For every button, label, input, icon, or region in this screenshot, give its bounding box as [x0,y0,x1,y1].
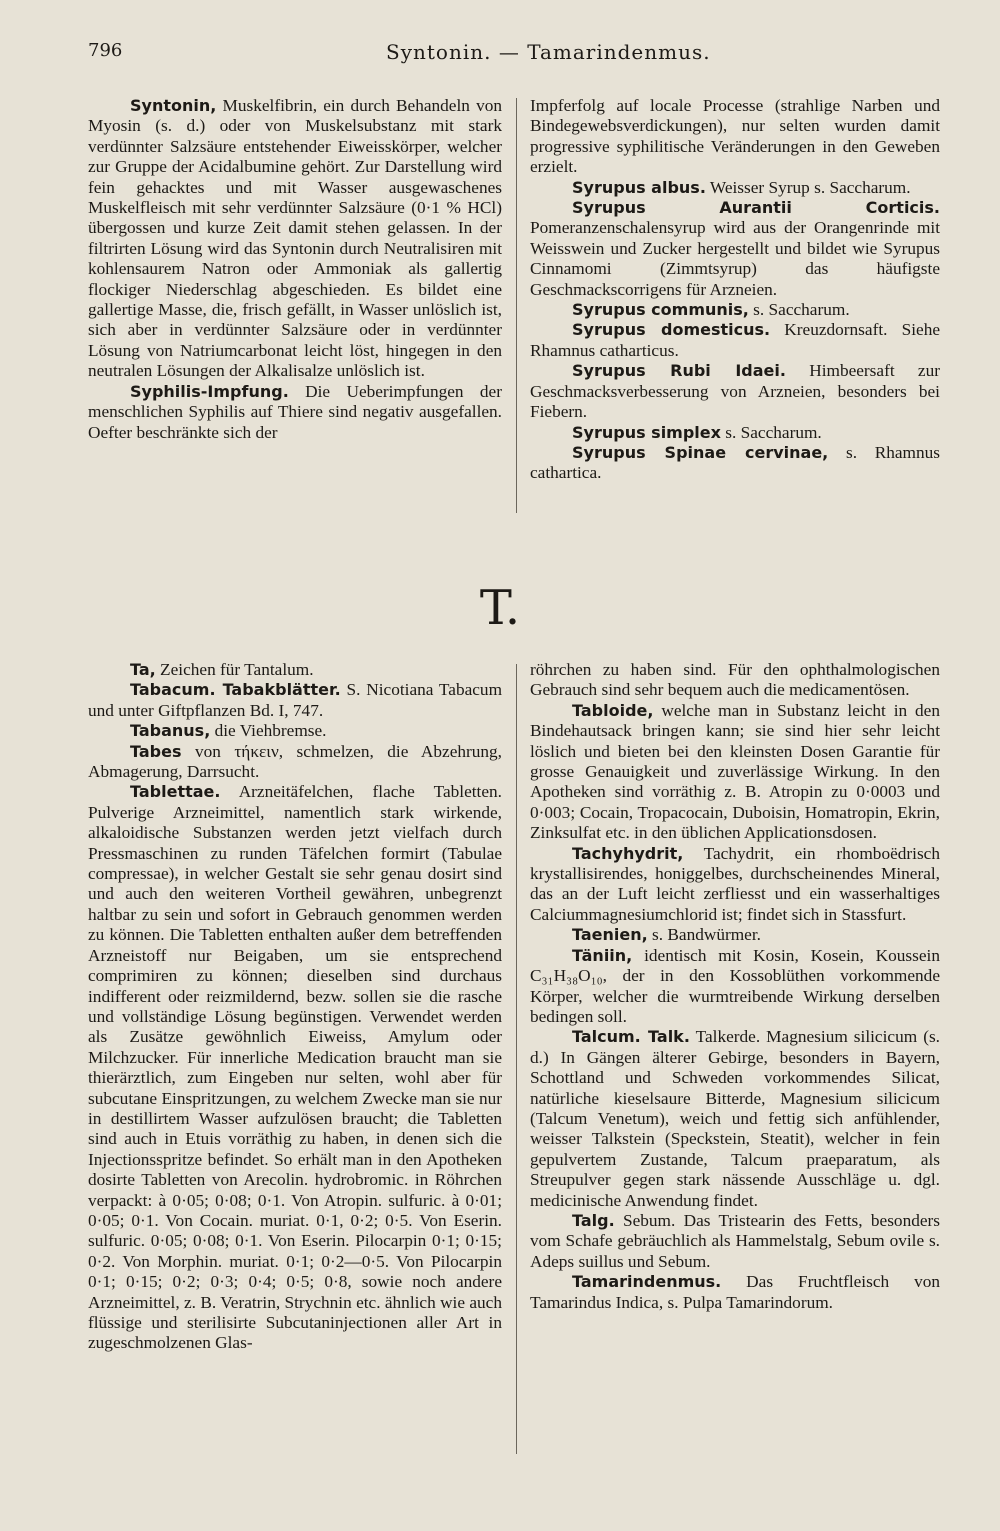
entry-term: Syphilis-Impfung. [130,381,289,401]
dictionary-entry [88,782,502,1353]
column-divider-upper [516,98,517,513]
dictionary-entry [530,1211,940,1272]
dictionary-entry [530,96,940,178]
entry-term: Tachyhydrit, [572,843,684,863]
dictionary-entry [530,1027,940,1211]
entry-term: Syrupus communis, [572,300,749,320]
entry-term: Syrupus domesticus. [572,320,771,340]
section-letter: T. [479,580,521,636]
entry-text: röhrchen zu haben sind. Für den ophthalmologischen Gebrauch sind sehr bequem auch die medicamentösen. [530,660,940,700]
entry-text: s. Saccharum. [720,422,822,442]
dictionary-entry [530,660,940,701]
entry-term: Talcum. Talk. [572,1027,690,1047]
dictionary-entry [88,660,502,680]
entry-term: Talg. [572,1210,615,1230]
entry-text: Muskelfibrin, ein durch Behandeln von Myosin (s. d.) oder von Muskelsubstanz mit stark verdünnter Salzsäure entstehender Eiweisskörper, welcher zur Gruppe der Acidalbumine gehört. Zur Darstellung wird fein gehacktes und mit Wasser ausgewaschenes Muskelfleisch mit sehr verdünnter Salzsäure (0·1 % HCl) übergossen und kurze Zeit damit stehen gelassen. In der filtrirten Lösung wird das Syntonin durch Neutralisiren mit kohlensaurem Natron oder Ammoniak als gallertig flockiger Niederschlag abgeschieden. Es bildet eine gallertige Masse, die, frisch gefällt, in Wasser unlöslich ist, sich aber in verdünnter Salzsäure oder in verdünnter Lösung von Natriumcarbonat leicht löst, hingegen in den neutralen Lösungen der Alkalisalze unlöslich ist. [88,96,502,381]
entry-text: identisch mit Kosin, Kosein, Koussein C₃₁H₃₈O₁₀, der in den Kossoblüthen vorkommende Körper, welcher die wurmtreibende Wirkung derselben bedingen soll. [530,945,940,1026]
entry-text: Weisser Syrup s. Saccharum. [705,177,911,197]
dictionary-entry [530,320,940,361]
entry-term: Syrupus simplex [572,422,721,442]
dictionary-entry [88,721,502,741]
dictionary-entry [530,300,940,320]
entry-text: von τήκειν, schmelzen, die Abzehrung, Abmagerung, Darrsucht. [88,741,502,782]
entry-text: Himbeersaft zur Geschmacksverbesserung von Arzneien, besonders bei Fiebern. [530,361,940,422]
entry-text: Talkerde. Magnesium silicicum (s. d.) In Gängen älterer Gebirge, besonders in Bayern, Schottland und Schweden vorkommendes Silicat, natürliche kieselsaure Bitterde, Magnesium silicicum (Talcum Venetum), weich und fettig sich anfühlender, weisser Talkstein (Speckstein, Steatit), welcher in fein gepulvertem Zustande, Talcum praeparatum, als Streupulver gegen stark nässende Ausschläge u. dgl. medicinische Anwendung findet. [530,1027,940,1210]
dictionary-entry [530,925,940,945]
entry-text: s. Bandwürmer. [647,925,761,945]
dictionary-entry [530,443,940,484]
entry-term: Tabes [130,741,182,761]
running-head: Syntonin. — Tamarindenmus. [386,40,711,64]
column-upper-right [530,96,940,516]
entry-term: Tamarindenmus. [572,1272,722,1292]
entry-text: Impferfolg auf locale Processe (strahlige Narben und Bindegewebsverdickungen), nur selten wurden damit progressive syphilitische Veränderungen in den Geweben erzielt. [530,96,940,177]
dictionary-entry [530,361,940,422]
page-number: 796 [88,40,123,61]
column-lower-left [88,660,502,1460]
entry-text: s. Saccharum. [748,300,850,320]
entry-text: Sebum. Das Tristearin des Fetts, besonders vom Schafe gebräuchlich als Hammelstalg, Sebum ovile s. Adeps suillus und Sebum. [530,1210,940,1271]
entry-text: s. Rhamnus cathartica. [530,442,940,483]
column-upper-left [88,96,502,516]
dictionary-entry [530,423,940,443]
entry-term: Täniin, [572,945,633,965]
entry-text: die Viehbremse. [210,721,327,741]
page-header [0,40,1000,76]
dictionary-entry [530,946,940,1028]
entry-term: Tablettae. [130,782,221,802]
entry-term: Syrupus albus. [572,177,706,197]
dictionary-entry [530,178,940,198]
dictionary-entry [88,96,502,382]
entry-term: Ta, [130,660,156,679]
dictionary-entry [530,701,940,844]
entry-term: Tabacum. Tabakblätter. [130,680,341,700]
dictionary-entry [88,742,502,783]
dictionary-entry [530,1272,940,1313]
entry-term: Syrupus Aurantii Corticis. [572,198,940,218]
entry-term: Syntonin, [130,96,217,115]
dictionary-entry [88,382,502,443]
entry-text: Die Ueberimpfungen der menschlichen Syphilis auf Thiere sind negativ ausgefallen. Oefter beschränkte sich der [88,381,502,442]
entry-text: S. Nicotiana Tabacum und unter Giftpflanzen Bd. I, 747. [88,680,502,720]
entry-text: Arzneitäfelchen, flache Tabletten. Pulverige Arzneimittel, namentlich stark wirkende, alkaloidische Substanzen werden jetzt vielfach durch Pressmaschinen zu runden Täfelchen formirt (Tabulae compressae), in welcher Gestalt sie sehr genau dosirt sind und auch den weiteren Vortheil gewähren, unbegrenzt haltbar zu sein und sofort in Gebrauch genommen werden zu können. Die Tabletten enthalten außer dem betreffenden Arzneistoff nur Beigaben, um sie entsprechend comprimiren zu können; dieselben sind durchaus indifferent oder reizmildernd, bezw. sollen sie die rasche und vollständige Lösung begünstigen. Verwendet werden als Zusätze gewöhnlich Eiweiss, Amylum oder Milchzucker. Für innerliche Medication braucht man sie thierärztlich, zum Eingeben nur selten, wohl aber für subcutane Einspritzungen, zu welchem Zwecke man sie nur in destillirtem Wasser aufzulösen braucht; die Tabletten sind auch in Etuis vorräthig zu haben, in denen sich die Injectionsspritze befindet. So erhält man in den Apotheken dosirte Tabletten von Arecolin. hydrobromic. in Röhrchen verpackt: à 0·05; 0·08; 0·1. Von Atropin. sulfuric. à 0·01; 0·05; 0·1. Von Cocain. muriat. 0·1, 0·2; 0·5. Von Eserin. sulfuric. 0·05; 0·08; 0·1. Von Eserin. Pilocarpin 0·1; 0·15; 0·2. Von Morphin. muriat. 0·1; 0·2—0·5. Von Pilocarpin 0·1; 0·15; 0·2; 0·3; 0·4; 0·5; 0·8, sowie noch andere Arzneimittel, z. B. Veratrin, Strychnin etc. ähnlich wie auch flüssige und sterilisirte Subcutaninjectionen aller Art in zugeschmolzenen Glas- [88,782,502,1353]
dictionary-entry [88,680,502,721]
dictionary-entry [530,198,940,300]
entry-term: Taenien, [572,925,648,945]
column-divider-lower [516,664,517,1454]
entry-text: welche man in Substanz leicht in den Bindehautsack bringen kann; sie sind hier sehr leicht löslich und bieten bei den kleinsten Dosen Garantie für grosse Genauigkeit und zuverlässige Wirkung. In den Apotheken sind vorräthig z. B. Atropin zu 0·0003 und 0·003; Cocain, Tropacocain, Duboisin, Homatropin, Ekrin, Zinksulfat etc. in den üblichen Applicationsdosen. [530,700,940,843]
entry-term: Syrupus Rubi Idaei. [572,361,786,381]
entry-term: Tabanus, [130,721,211,741]
entry-text: Pomeranzenschalensyrup wird aus der Orangenrinde mit Weisswein und Zucker hergestellt und bildet wie Syrupus Cinnamomi (Zimmtsyrup) das häufigste Geschmackscorrigens für Arzneien. [530,218,940,299]
entry-text: Tachydrit, ein rhomboëdrisch krystallisirendes, honiggelbes, durchscheinendes Mineral, das an der Luft leicht zerfliesst und ein wasserhaltiges Calciummagnesiumchlorid ist; findet sich in Stassfurt. [530,843,940,924]
entry-term: Syrupus Spinae cervinae, [572,442,829,462]
dictionary-entry [530,844,940,926]
entry-text: Das Fruchtfleisch von Tamarindus Indica, s. Pulpa Tamarindorum. [530,1272,940,1312]
entry-term: Tabloide, [572,700,654,720]
column-lower-right [530,660,940,1460]
entry-text: Zeichen für Tantalum. [155,660,314,679]
entry-text: Kreuzdornsaft. Siehe Rhamnus catharticus. [530,320,940,360]
